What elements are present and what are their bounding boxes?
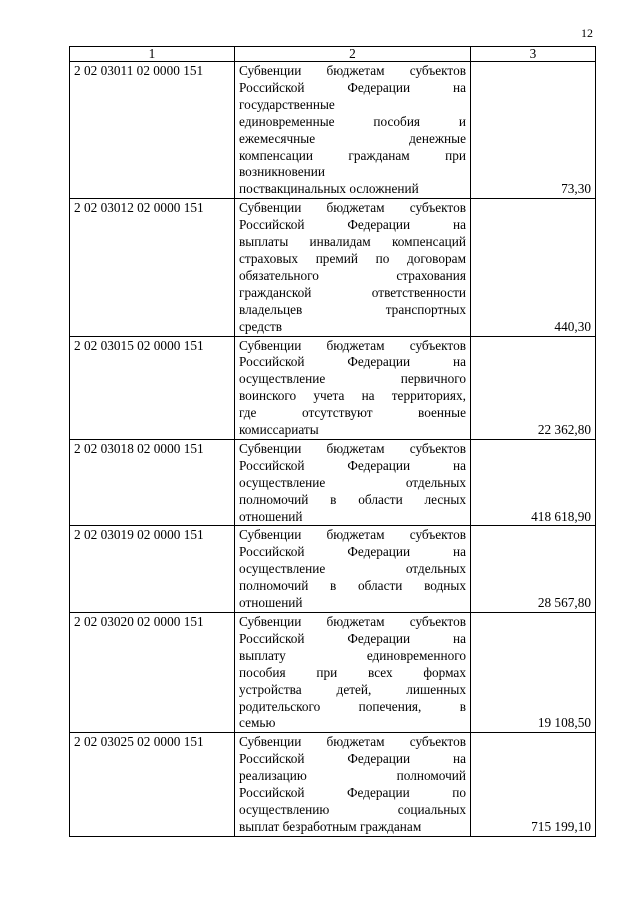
header-col-2: 2 <box>235 47 471 62</box>
budget-code: 2 02 03019 02 0000 151 <box>70 526 235 613</box>
budget-code: 2 02 03020 02 0000 151 <box>70 613 235 733</box>
budget-code: 2 02 03018 02 0000 151 <box>70 439 235 526</box>
description-line: Российской Федерации на <box>239 354 466 370</box>
description-line: осуществление отдельных <box>239 561 466 577</box>
description-line: гражданской ответственности <box>239 284 466 300</box>
table-row <box>70 733 596 836</box>
description-line: полномочий в области лесных <box>239 491 466 507</box>
amount: 19 108,50 <box>471 613 596 733</box>
description <box>235 62 471 199</box>
description-line: реализацию полномочий <box>239 768 466 784</box>
budget-code: 2 02 03025 02 0000 151 <box>70 733 235 836</box>
amount: 73,30 <box>471 62 596 199</box>
description-line: выплат безработным гражданам <box>239 818 422 834</box>
table-row <box>70 336 596 439</box>
description-line: Субвенции бюджетам субъектов <box>239 63 466 78</box>
description-line: владельцев транспортных <box>239 301 466 317</box>
description-line: где отсутствуют военные <box>239 405 466 421</box>
table-row <box>70 439 596 526</box>
description-line: Субвенции бюджетам субъектов <box>239 337 466 353</box>
description-line: Российской Федерации на <box>239 751 466 767</box>
description <box>235 733 471 836</box>
description-line: Российской Федерации на <box>239 544 466 560</box>
description-line: государственные <box>239 96 335 112</box>
page-number: 12 <box>581 26 593 40</box>
description-line: осуществление отдельных <box>239 474 466 490</box>
description-line: Субвенции бюджетам субъектов <box>239 200 466 216</box>
description-line: Российской Федерации на <box>239 79 466 95</box>
description <box>235 613 471 733</box>
description-line: Российской Федерации на <box>239 630 466 646</box>
description <box>235 199 471 336</box>
table-row <box>70 526 596 613</box>
amount: 440,30 <box>471 199 596 336</box>
table-row <box>70 62 596 199</box>
description-line: Субвенции бюджетам субъектов <box>239 614 466 629</box>
description-line: обязательного страхования <box>239 267 466 283</box>
description-line: единовременные пособия и <box>239 113 466 129</box>
description-line: Российской Федерации на <box>239 457 466 473</box>
amount: 28 567,80 <box>471 526 596 613</box>
budget-table <box>69 46 596 837</box>
description-line: возникновении <box>239 164 325 180</box>
amount: 715 199,10 <box>471 733 596 836</box>
description-line: Субвенции бюджетам субъектов <box>239 734 466 750</box>
amount: 22 362,80 <box>471 336 596 439</box>
description <box>235 526 471 613</box>
header-col-3: 3 <box>471 47 596 62</box>
budget-code: 2 02 03011 02 0000 151 <box>70 62 235 199</box>
budget-code: 2 02 03012 02 0000 151 <box>70 199 235 336</box>
description-line: ежемесячные денежные <box>239 130 466 146</box>
amount: 418 618,90 <box>471 439 596 526</box>
description-line: средств <box>239 318 283 334</box>
description-line: семью <box>239 715 276 731</box>
description-line: полномочий в области водных <box>239 578 466 594</box>
header-row <box>70 47 596 62</box>
table-row <box>70 613 596 733</box>
budget-code: 2 02 03015 02 0000 151 <box>70 336 235 439</box>
description-line: Субвенции бюджетам субъектов <box>239 440 466 456</box>
description-line: страховых премий по договорам <box>239 250 466 266</box>
description-line: поствакцинальных осложнений <box>239 181 419 197</box>
description-line: Субвенции бюджетам субъектов <box>239 527 466 543</box>
description-line: устройства детей, лишенных <box>239 681 466 697</box>
description-line: осуществление первичного <box>239 371 466 387</box>
description-line: выплаты инвалидам компенсаций <box>239 234 466 250</box>
description-line: отношений <box>239 508 303 524</box>
description-line: воинского учета на территориях, <box>239 388 466 404</box>
description-line: комиссариаты <box>239 422 319 438</box>
header-col-1: 1 <box>70 47 235 62</box>
description-line: выплату единовременного <box>239 647 466 663</box>
description-line: Российской Федерации на <box>239 217 466 233</box>
description-line: родительского попечения, в <box>239 698 466 714</box>
description-line: отношений <box>239 595 303 611</box>
description-line: осуществлению социальных <box>239 801 466 817</box>
description-line: пособия при всех формах <box>239 664 466 680</box>
description <box>235 439 471 526</box>
description-line: компенсации гражданам при <box>239 147 466 163</box>
table-row <box>70 199 596 336</box>
description-line: Российской Федерации по <box>239 785 466 801</box>
description <box>235 336 471 439</box>
